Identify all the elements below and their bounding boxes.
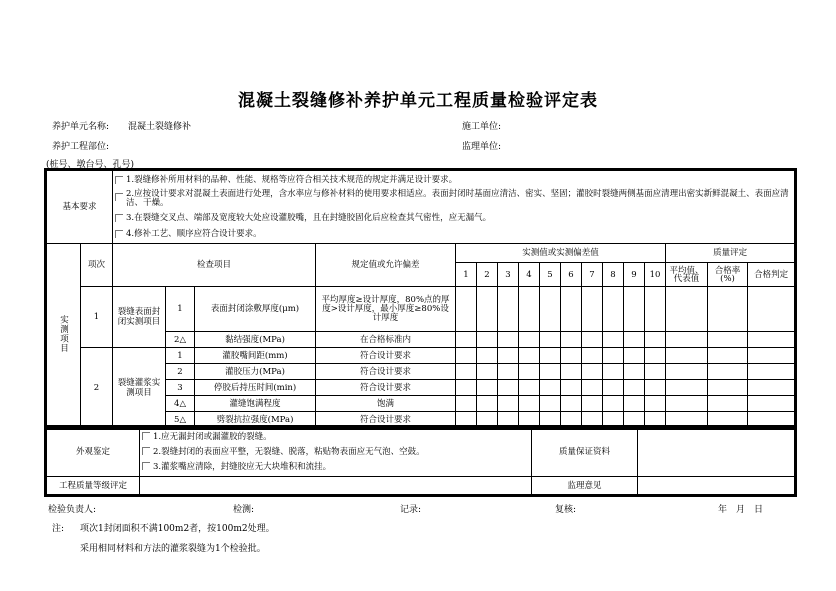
grade-label: 工程质量等级评定 [47,477,140,495]
standard-value: 平均厚度≥设计厚度，80%点的厚度>设计厚度，最小厚度≥80%设计厚度 [316,287,456,332]
review-label: 复核: [555,505,577,515]
supervision-opinion-field[interactable] [638,477,795,495]
value-cell[interactable] [540,380,561,396]
value-cell[interactable] [748,380,795,396]
value-cell[interactable] [519,287,540,332]
value-cell[interactable] [748,348,795,364]
part-note: (桩号、墩台号、孔号) [46,160,135,170]
value-cell[interactable] [540,287,561,332]
value-cell[interactable] [666,364,708,380]
check-item: 灌胶嘴间距(mm) [195,348,316,364]
construction-unit-label: 施工单位: [462,122,502,132]
group-name: 裂缝表面封闭实测项目 [113,287,166,348]
supervision-opinion-label: 监理意见 [532,477,638,495]
col-value-10: 10 [645,263,666,287]
date-label: 年 月 日 [718,505,764,515]
value-cell[interactable] [498,412,519,428]
value-cell[interactable] [748,396,795,412]
group-name: 裂缝灌浆实测项目 [113,348,166,428]
value-cell[interactable] [456,332,477,348]
value-cell[interactable] [456,380,477,396]
requirement-item: 3.在裂缝交叉点、端部及宽度较大处应设灌胶嘴，且在封缝胶固化后应检查其气密性，应无漏气。 [115,210,792,226]
value-cell[interactable] [561,380,582,396]
value-cell[interactable] [477,412,498,428]
sub-no: 1 [166,348,195,364]
value-cell[interactable] [519,412,540,428]
col-pass-judgement: 合格判定 [748,263,795,287]
value-cell[interactable] [519,380,540,396]
value-cell[interactable] [561,412,582,428]
col-item-no: 项次 [81,244,113,287]
standard-value: 符合设计要求 [316,412,456,428]
sub-no: 2 [166,364,195,380]
col-value-4: 4 [519,263,540,287]
value-cell[interactable] [603,287,624,332]
value-cell[interactable] [645,380,666,396]
requirement-item: 4.修补工艺、顺序应符合设计要求。 [115,226,792,242]
basic-requirements-label: 基本要求 [47,171,113,244]
value-cell[interactable] [582,396,603,412]
value-cell[interactable] [498,364,519,380]
value-cell[interactable] [624,348,645,364]
quality-docs-field[interactable] [638,428,795,477]
form-title: 混凝土裂缝修补养护单元工程质量检验评定表 [238,91,598,111]
value-cell[interactable] [477,396,498,412]
value-cell[interactable] [561,396,582,412]
value-cell[interactable] [477,332,498,348]
value-cell[interactable] [477,364,498,380]
value-cell[interactable] [666,287,708,332]
note-line: 项次1封闭面积不满100m2者，按100m2处理。 [80,524,275,534]
standard-value: 符合设计要求 [316,348,456,364]
sub-no: 5△ [166,412,195,428]
value-cell[interactable] [708,396,748,412]
value-cell[interactable] [645,412,666,428]
value-cell[interactable] [624,364,645,380]
measurement-table [46,170,795,428]
value-cell[interactable] [582,287,603,332]
value-cell[interactable] [456,364,477,380]
value-cell[interactable] [748,332,795,348]
value-cell[interactable] [666,332,708,348]
note-line: 采用相同材料和方法的灌浆裂缝为1个检验批。 [80,544,266,554]
value-cell[interactable] [645,348,666,364]
test-label: 检测: [233,505,255,515]
value-cell[interactable] [498,380,519,396]
value-cell[interactable] [666,380,708,396]
standard-value: 饱满 [316,396,456,412]
sub-no: 4△ [166,396,195,412]
col-value-3: 3 [498,263,519,287]
notes-label: 注: [52,524,65,534]
value-cell[interactable] [582,332,603,348]
col-value-5: 5 [540,263,561,287]
checkbox[interactable] [142,447,150,455]
check-item: 灌胶压力(MPa) [195,364,316,380]
value-cell[interactable] [603,332,624,348]
appearance-label: 外观鉴定 [47,428,140,477]
value-cell[interactable] [519,396,540,412]
measured-items-label: 实测项目 [47,244,81,428]
sub-no: 1 [166,287,195,332]
value-cell[interactable] [519,364,540,380]
check-item: 劈裂抗拉强度(MPa) [195,412,316,428]
value-cell[interactable] [582,412,603,428]
unit-name-value: 混凝土裂缝修补 [128,122,192,132]
check-item: 黏结强度(MPa) [195,332,316,348]
unit-name-label: 养护单元名称: [52,122,110,132]
value-cell[interactable] [645,332,666,348]
checkbox[interactable] [142,462,150,470]
value-cell[interactable] [456,396,477,412]
sub-no: 3 [166,380,195,396]
value-cell[interactable] [477,380,498,396]
value-cell[interactable] [540,348,561,364]
group-no: 2 [81,348,113,428]
value-cell[interactable] [519,332,540,348]
value-cell[interactable] [603,380,624,396]
col-value-1: 1 [456,263,477,287]
value-cell[interactable] [498,332,519,348]
col-value-8: 8 [603,263,624,287]
col-value-9: 9 [624,263,645,287]
value-cell[interactable] [498,396,519,412]
grade-field[interactable] [140,477,532,495]
value-cell[interactable] [708,412,748,428]
record-label: 记录: [400,505,422,515]
value-cell[interactable] [603,348,624,364]
value-cell[interactable] [624,380,645,396]
value-cell[interactable] [540,396,561,412]
value-cell[interactable] [582,364,603,380]
value-cell[interactable] [498,287,519,332]
check-item: 表面封闭涂敷厚度(μm) [195,287,316,332]
value-cell[interactable] [708,348,748,364]
col-value-6: 6 [561,263,582,287]
appearance-table [46,427,795,495]
value-cell[interactable] [561,332,582,348]
col-measured-values: 实测值或实测偏差值 [456,244,666,263]
value-cell[interactable] [645,287,666,332]
value-cell[interactable] [477,287,498,332]
check-item: 灌缝饱满程度 [195,396,316,412]
value-cell[interactable] [666,396,708,412]
value-cell[interactable] [624,396,645,412]
value-cell[interactable] [456,287,477,332]
value-cell[interactable] [456,348,477,364]
check-item: 停胶后持压时间(min) [195,380,316,396]
sub-no: 2△ [166,332,195,348]
value-cell[interactable] [603,412,624,428]
value-cell[interactable] [748,364,795,380]
checkbox[interactable] [115,230,123,238]
value-cell[interactable] [624,332,645,348]
value-cell[interactable] [582,380,603,396]
basic-requirements-list [113,171,795,244]
value-cell[interactable] [708,364,748,380]
col-quality-assessment: 质量评定 [666,244,795,263]
checkbox[interactable] [115,193,123,201]
standard-value: 符合设计要求 [316,380,456,396]
col-standard: 规定值或允许偏差 [316,244,456,287]
project-part-label: 养护工程部位: [52,142,110,152]
quality-docs-label: 质量保证资料 [532,428,638,477]
supervision-unit-label: 监理单位: [462,142,502,152]
requirement-item: 2.应按设计要求对混凝土表面进行处理，含水率应与修补材料的使用要求相适应。表面封闭时基面应清洁、密实、坚固；灌胶时裂缝两侧基面应清理出密实新鲜混凝土、表面应清洁、干燥。 [115,188,792,210]
value-cell[interactable] [603,364,624,380]
value-cell[interactable] [456,412,477,428]
value-cell[interactable] [748,287,795,332]
col-check-item: 检查项目 [113,244,316,287]
col-average: 平均值、代表值 [666,263,708,287]
value-cell[interactable] [519,348,540,364]
checkbox[interactable] [142,432,150,440]
value-cell[interactable] [708,380,748,396]
col-pass-rate: 合格率(%) [708,263,748,287]
value-cell[interactable] [561,287,582,332]
value-cell[interactable] [666,348,708,364]
value-cell[interactable] [624,412,645,428]
value-cell[interactable] [540,412,561,428]
value-cell[interactable] [561,364,582,380]
col-value-7: 7 [582,263,603,287]
group-no: 1 [81,287,113,348]
value-cell[interactable] [603,396,624,412]
value-cell[interactable] [708,332,748,348]
value-cell[interactable] [582,348,603,364]
value-cell[interactable] [645,364,666,380]
value-cell[interactable] [477,348,498,364]
value-cell[interactable] [624,287,645,332]
requirement-item: 1.裂缝修补所用材料的品种、性能、规格等应符合相关技术规范的规定并满足设计要求。 [115,172,792,188]
value-cell[interactable] [540,364,561,380]
standard-value: 符合设计要求 [316,364,456,380]
value-cell[interactable] [498,348,519,364]
value-cell[interactable] [666,412,708,428]
checkbox[interactable] [115,176,123,184]
inspector-label: 检验负责人: [48,505,97,515]
standard-value: 在合格标准内 [316,332,456,348]
value-cell[interactable] [561,348,582,364]
col-value-2: 2 [477,263,498,287]
value-cell[interactable] [540,332,561,348]
value-cell[interactable] [748,412,795,428]
value-cell[interactable] [708,287,748,332]
value-cell[interactable] [645,396,666,412]
checkbox[interactable] [115,214,123,222]
appearance-list: 1.应无漏封闭或漏灌胶的裂缝。 2.裂缝封闭的表面应平整，无裂缝、脱落，粘贴物表面应无气泡、空鼓。 3.灌浆嘴应清除，封缝胶应无大块堆积和流挂。 [140,428,532,477]
